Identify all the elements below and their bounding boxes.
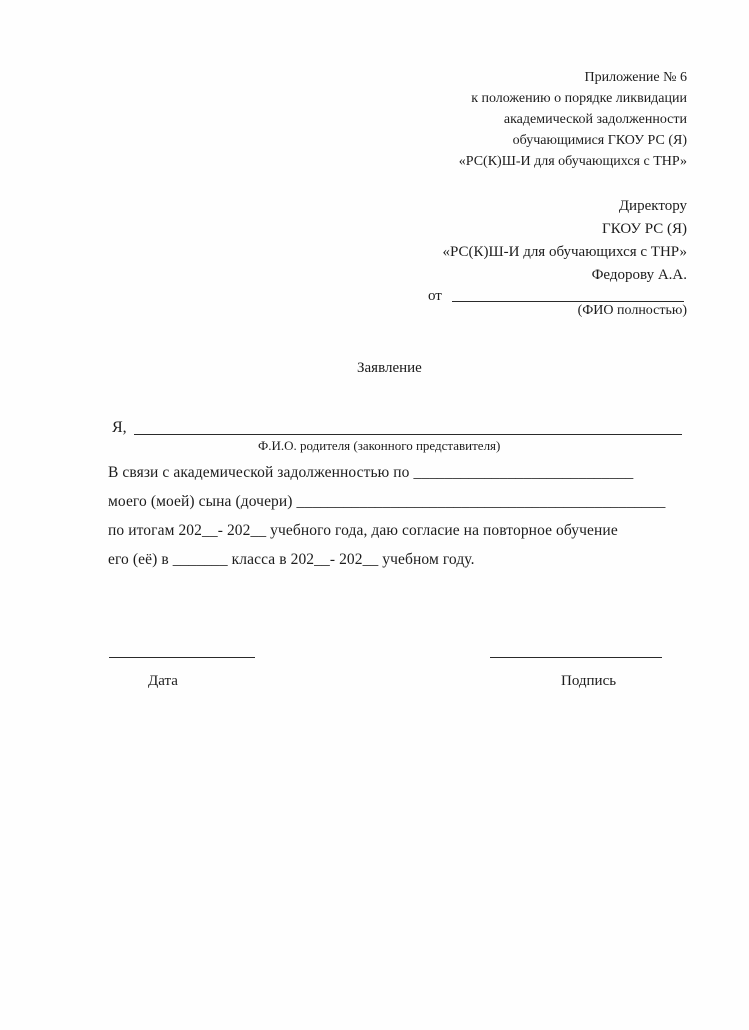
body-line-2: моего (моей) сына (дочери) _______________________________________________ <box>108 493 666 510</box>
from-caption: (ФИО полностью) <box>577 303 687 318</box>
appendix-line-3: обучающимися ГКОУ РС (Я) <box>512 133 687 148</box>
applicant-blank-line <box>134 434 682 435</box>
appendix-line-2: академической задолженности <box>503 112 687 127</box>
body-line-3: по итогам 202__- 202__ учебного года, даю согласие на повторное обучение <box>108 522 618 539</box>
applicant-caption: Ф.И.О. родителя (законного представителя) <box>258 438 501 453</box>
document-title: Заявление <box>357 360 422 376</box>
body-line-4: его (её) в _______ класса в 202__- 202__ учебном году. <box>108 551 475 568</box>
signature-label: Подпись <box>561 673 617 689</box>
signature-blank-line <box>490 657 662 658</box>
addressee-title: Директору <box>618 198 687 214</box>
appendix-number: Приложение № 6 <box>584 70 687 85</box>
appendix-line-1: к положению о порядке ликвидации <box>471 91 687 106</box>
body-line-1: В связи с академической задолженностью по ____________________________ <box>108 464 634 481</box>
applicant-prefix: Я, <box>112 419 127 436</box>
date-blank-line <box>109 657 255 658</box>
addressee-name: Федорову А.А. <box>591 267 687 283</box>
appendix-line-4: «РС(К)Ш-И для обучающихся с ТНР» <box>458 154 687 169</box>
date-label: Дата <box>148 673 178 689</box>
addressee-org: ГКОУ РС (Я) <box>602 221 687 237</box>
from-label: от <box>428 288 442 304</box>
addressee-school: «РС(К)Ш-И для обучающихся с ТНР» <box>442 244 687 260</box>
